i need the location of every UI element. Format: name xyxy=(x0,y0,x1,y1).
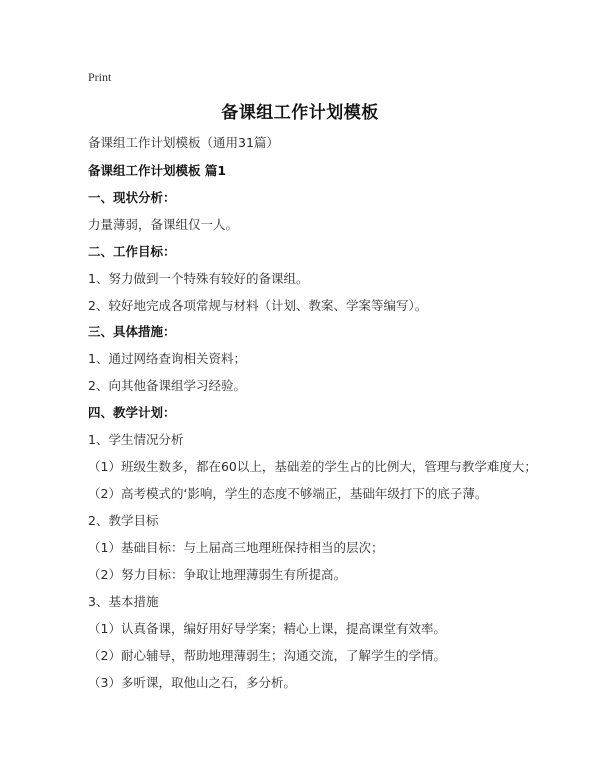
paragraph-line: 2、较好地完成各项常规与材料（计划、教案、学案等编写）。 xyxy=(88,298,428,313)
paragraph-line: 2、教学目标 xyxy=(88,513,159,528)
paragraph-line: 力量薄弱，备课组仅一人。 xyxy=(88,217,239,232)
subtitle-line: 备课组工作计划模板（通用31篇） xyxy=(88,135,279,150)
paragraph-line: （1）班级生数多，都在60以上，基础差的学生占的比例大，管理与教学难度大； xyxy=(88,459,537,474)
print-label: Print xyxy=(88,70,112,84)
paragraph-line: （1）认真备课，编好用好导学案；精心上课，提高课堂有效率。 xyxy=(88,621,446,636)
document-title: 备课组工作计划模板 xyxy=(221,103,379,123)
section-title-line: 备课组工作计划模板 篇1 xyxy=(88,163,227,178)
heading-line: 四、教学计划： xyxy=(88,405,176,420)
paragraph-line: （1）基础目标：与上届高三地理班保持相当的层次； xyxy=(88,540,384,555)
heading-line: 二、工作目标： xyxy=(88,244,176,259)
paragraph-line: （2）耐心辅导，帮助地理薄弱生；沟通交流，了解学生的学情。 xyxy=(88,648,446,663)
paragraph-line: 2、向其他备课组学习经验。 xyxy=(88,378,246,393)
paragraph-line: （2）努力目标：争取让地理薄弱生有所提高。 xyxy=(88,567,346,582)
paragraph-line: 1、努力做到一个特殊有较好的备课组。 xyxy=(88,271,309,286)
paragraph-line: 3、基本措施 xyxy=(88,594,159,609)
heading-line: 一、现状分析： xyxy=(88,190,176,205)
heading-line: 三、具体措施： xyxy=(88,324,176,339)
paragraph-line: 1、学生情况分析 xyxy=(88,432,184,447)
paragraph-line: （3）多听课，取他山之石，多分析。 xyxy=(88,675,296,690)
paragraph-line: 1、通过网络查询相关资料； xyxy=(88,351,246,366)
paragraph-line: （2）高考模式的‘影响，学生的态度不够端正，基础年级打下的底子薄。 xyxy=(88,486,488,501)
